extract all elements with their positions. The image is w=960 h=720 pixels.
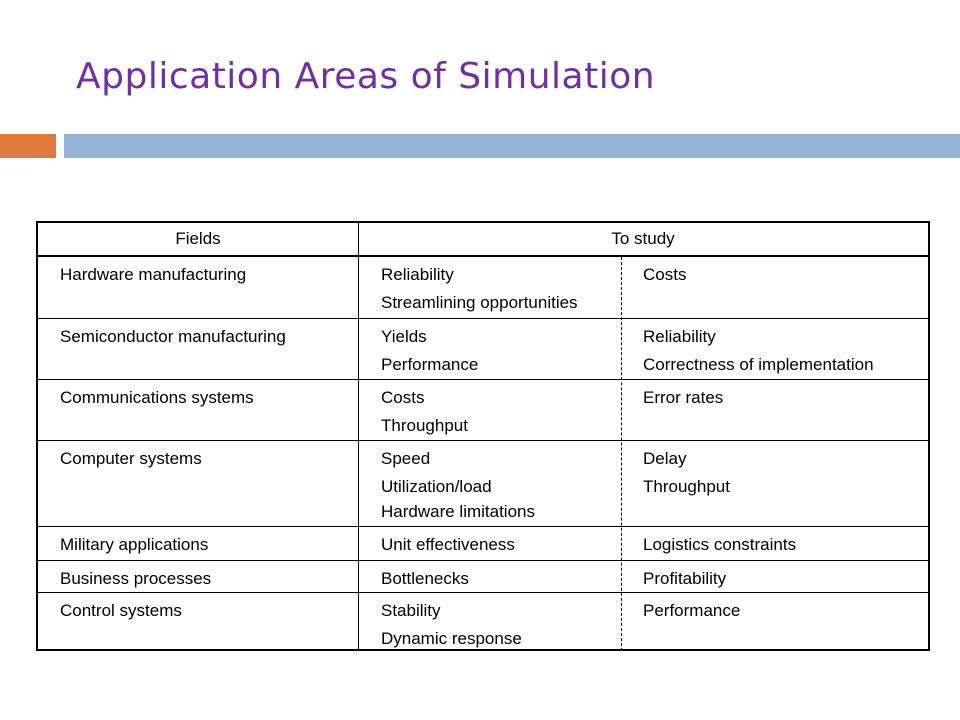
field-name: Communications systems: [60, 388, 254, 407]
field-cell: [60, 388, 350, 416]
study-cell-secondary: [643, 388, 928, 416]
study-item: Streamlining opportunities: [381, 293, 578, 312]
study-item: Bottlenecks: [381, 569, 469, 588]
field-name: Computer systems: [60, 449, 202, 468]
study-item: Delay: [643, 449, 687, 468]
study-item: Reliability: [381, 265, 454, 284]
study-item: Throughput: [643, 477, 730, 496]
field-cell: [60, 327, 350, 355]
accent-bar-orange: [0, 134, 56, 158]
field-cell: [60, 449, 350, 477]
study-cell-primary: [381, 327, 616, 383]
study-item: Costs: [381, 388, 425, 407]
study-item: Dynamic response: [381, 629, 522, 648]
study-item: Unit effectiveness: [381, 535, 515, 554]
study-item: Logistics constraints: [643, 535, 797, 554]
field-name: Military applications: [60, 535, 209, 554]
study-item: Performance: [643, 601, 741, 620]
header-fields: Fields: [175, 229, 221, 248]
study-cell-primary: [381, 535, 616, 563]
field-name: Semiconductor manufacturing: [60, 327, 286, 346]
table-row: [38, 593, 928, 649]
accent-bar-blue: [64, 134, 960, 158]
table-row: [38, 380, 928, 441]
study-item: Speed: [381, 449, 431, 468]
header-to-study: To study: [611, 229, 675, 248]
field-cell: [60, 265, 350, 293]
table-row: [38, 319, 928, 380]
study-item: Stability: [381, 601, 441, 620]
study-item: Throughput: [381, 416, 468, 435]
study-cell-primary: [381, 601, 616, 657]
table-row: [38, 527, 928, 561]
study-cell-secondary: [643, 535, 928, 563]
field-name: Business processes: [60, 569, 212, 588]
study-cell-primary: [381, 388, 616, 444]
study-cell-secondary: [643, 601, 928, 629]
table-row: [38, 257, 928, 319]
study-cell-secondary: [643, 327, 928, 383]
study-cell-primary: [381, 449, 616, 530]
study-item: Hardware limitations: [381, 502, 535, 521]
field-cell: [60, 535, 350, 563]
table-header: [38, 223, 928, 257]
study-item: Performance: [381, 355, 479, 374]
study-item: Correctness of implementation: [643, 355, 874, 374]
study-item: Costs: [643, 265, 687, 284]
study-item: Profitability: [643, 569, 727, 588]
study-item: Yields: [381, 327, 427, 346]
field-cell: [60, 601, 350, 629]
study-item: Reliability: [643, 327, 716, 346]
table-row: [38, 441, 928, 527]
study-cell-secondary: [643, 449, 928, 505]
study-cell-primary: [381, 265, 616, 321]
study-item: Utilization/load: [381, 477, 492, 496]
study-cell-secondary: [643, 265, 928, 293]
study-item: Error rates: [643, 388, 724, 407]
field-name: Hardware manufacturing: [60, 265, 247, 284]
table-row: [38, 561, 928, 593]
slide-title: Application Areas of Simulation: [76, 56, 656, 97]
simulation-areas-table: [36, 221, 930, 651]
field-name: Control systems: [60, 601, 182, 620]
